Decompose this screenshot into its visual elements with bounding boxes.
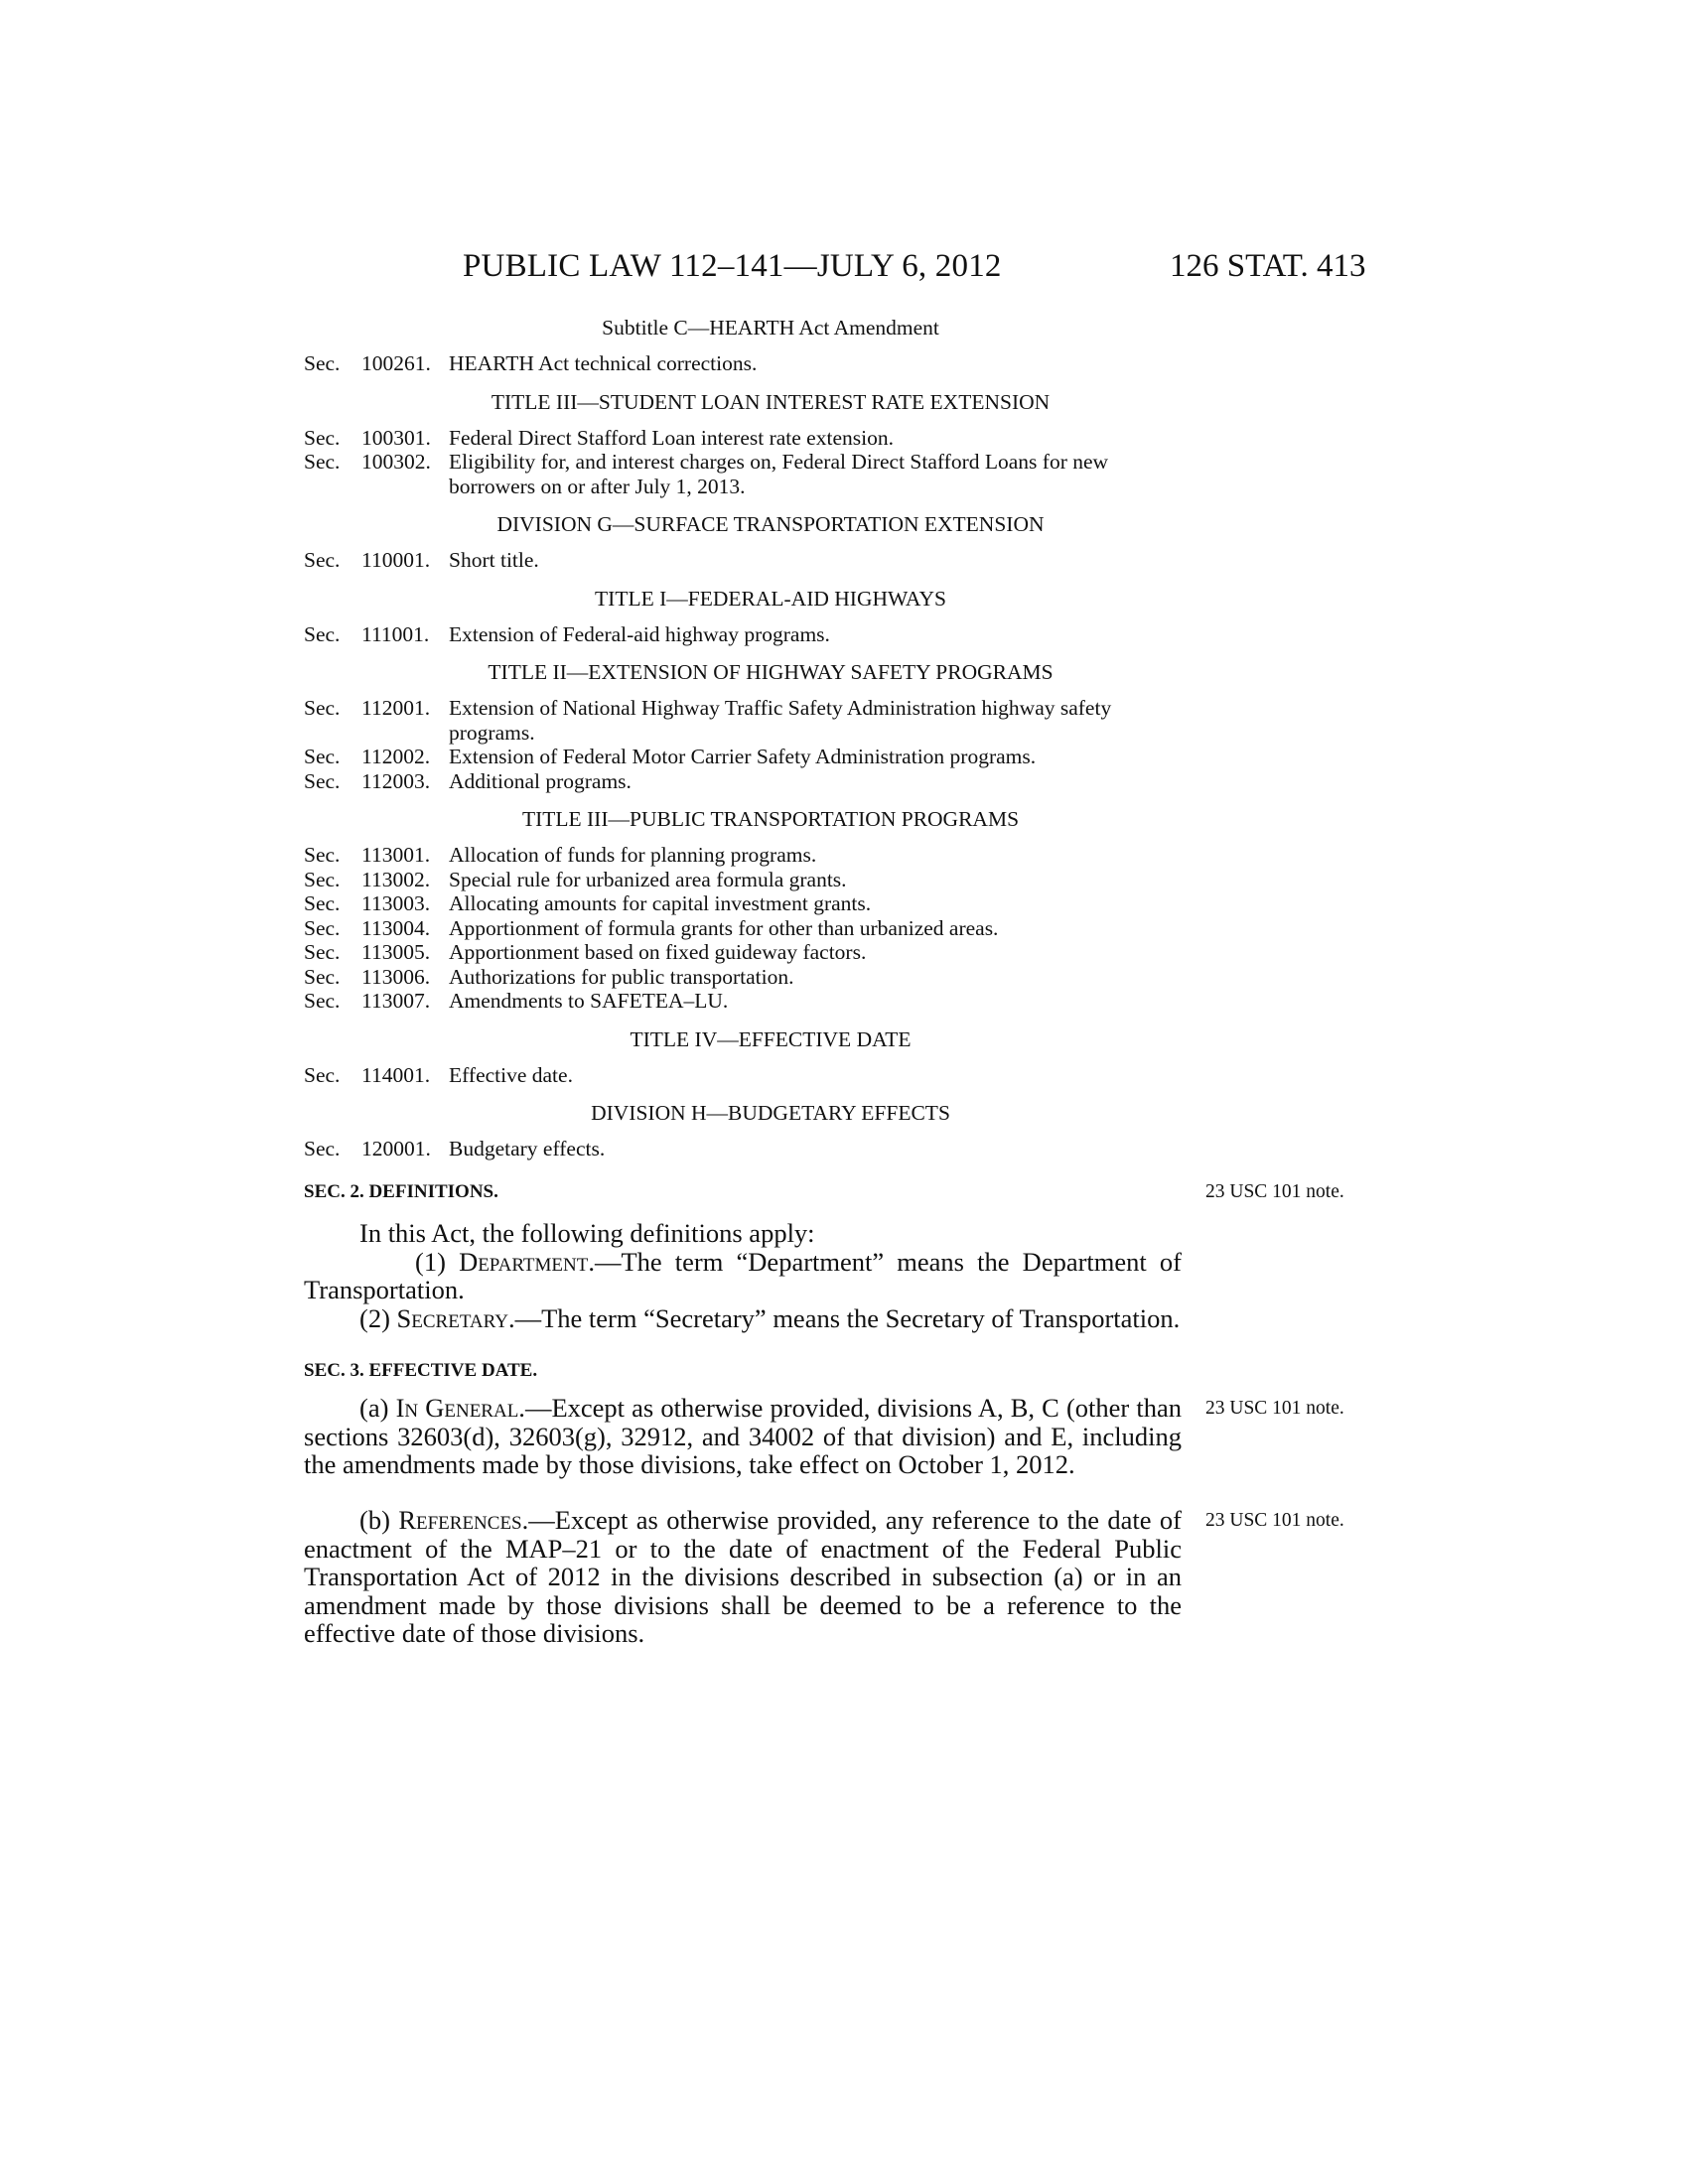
toc-entry — [304, 940, 1188, 965]
toc-heading: TITLE IV—EFFECTIVE DATE — [630, 1026, 912, 1051]
toc-entry-sec: Sec. — [304, 1062, 341, 1087]
toc-entry-title: Short title. — [449, 548, 539, 572]
sec2-def1: (1) Department.—The term “Department” means the Department of Transportation. — [304, 1246, 1182, 1304]
toc-entry — [304, 868, 1188, 892]
toc-entry-title: Additional programs. — [449, 768, 632, 793]
toc-entry-num: 112002. — [361, 745, 431, 768]
toc-entry — [304, 696, 1188, 745]
toc-entry — [304, 843, 1188, 868]
toc-group — [304, 1101, 1188, 1161]
toc-entry-title: Allocation of funds for planning programs. — [449, 843, 817, 867]
sec2-def2: (2) Secretary.—The term “Secretary” means the Secretary of Transportation. — [359, 1302, 1181, 1333]
toc-heading: DIVISION H—BUDGETARY EFFECTS — [591, 1101, 950, 1125]
toc-entry — [304, 745, 1188, 769]
toc-entry-num: 112001. — [361, 696, 431, 720]
toc-entry-num: 111001. — [361, 621, 430, 646]
sec3a-paragraph: (a) In General.—Except as otherwise provided, divisions A, B, C (other than sections 32603(d), 32603(g), 32912, and 34002 of that division) and E, including the amendments made by those divisions, take effect on October 1, 2012. — [304, 1393, 1182, 1479]
toc-entry-title: Extension of Federal-aid highway programs. — [449, 621, 830, 646]
sec2-body — [304, 1219, 1182, 1332]
sec2-heading: SEC. 2. DEFINITIONS. — [304, 1181, 498, 1202]
toc-entry-sec: Sec. — [304, 768, 341, 793]
toc-entry-sec: Sec. — [304, 843, 341, 867]
toc-entry — [304, 769, 1188, 794]
table-of-contents — [304, 316, 1188, 1175]
toc-entry-title: Allocating amounts for capital investment grants. — [449, 891, 872, 915]
toc-entry — [304, 450, 1188, 498]
page-header-stat: 126 STAT. 413 — [1170, 248, 1366, 284]
toc-entry-sec: Sec. — [304, 940, 341, 964]
toc-entry-num: 112003. — [361, 768, 431, 793]
toc-heading: Subtitle C—HEARTH Act Amendment — [602, 316, 939, 340]
toc-entry-title: Special rule for urbanized area formula grants. — [449, 867, 847, 891]
toc-entry — [304, 1063, 1188, 1088]
toc-entry-num: 113006. — [361, 964, 431, 989]
toc-group — [304, 807, 1188, 1014]
toc-heading: TITLE I—FEDERAL-AID HIGHWAYS — [595, 586, 946, 611]
sec3a-body — [304, 1394, 1182, 1479]
sec3b-paragraph: (b) References.—Except as otherwise provided, any reference to the date of enactment of the MAP–21 or to the date of enactment of the Federal Public Transportation Act of 2012 in the divisions described in subsection (a) or in an amendment made by those divisions shall be deemed to be a reference to the effective date of those divisions. — [304, 1505, 1182, 1648]
sec2-margin-note: 23 USC 101 note. — [1205, 1181, 1344, 1202]
toc-entry-num: 113007. — [361, 989, 431, 1013]
page-header-title: PUBLIC LAW 112–141—JULY 6, 2012 — [463, 248, 1002, 284]
toc-group — [304, 316, 1188, 376]
sec2-intro: In this Act, the following definitions apply: — [359, 1218, 815, 1248]
toc-entry-title: Apportionment of formula grants for other than urbanized areas. — [449, 915, 999, 940]
toc-group — [304, 390, 1188, 499]
toc-entry-title: Federal Direct Stafford Loan interest rate extension. — [449, 425, 894, 450]
toc-entry — [304, 989, 1188, 1014]
toc-entry — [304, 891, 1188, 916]
toc-entry-num: 120001. — [361, 1137, 431, 1160]
toc-entry-num: 113001. — [361, 843, 431, 867]
sec3a-margin-note: 23 USC 101 note. — [1205, 1398, 1344, 1419]
toc-entry-sec: Sec. — [304, 867, 341, 891]
toc-entry-sec: Sec. — [304, 989, 341, 1013]
toc-entry-num: 100301. — [361, 425, 431, 450]
toc-entry-sec: Sec. — [304, 450, 341, 474]
sec3-heading: SEC. 3. EFFECTIVE DATE. — [304, 1360, 538, 1381]
toc-entry-title: Amendments to SAFETEA–LU. — [449, 989, 729, 1013]
toc-entry-title: Authorizations for public transportation. — [449, 964, 794, 989]
toc-entry-sec: Sec. — [304, 1137, 341, 1160]
toc-heading: TITLE III—STUDENT LOAN INTEREST RATE EXTENSION — [491, 389, 1051, 414]
toc-entry-num: 113003. — [361, 891, 431, 915]
toc-entry — [304, 548, 1188, 573]
toc-entry-sec: Sec. — [304, 621, 341, 646]
toc-entry-title: Apportionment based on fixed guideway factors. — [449, 940, 867, 964]
toc-entry-sec: Sec. — [304, 964, 341, 989]
toc-entry-sec: Sec. — [304, 915, 341, 940]
toc-entry-title: Eligibility for, and interest charges on, Federal Direct Stafford Loans for new borrowers on or after July 1, 2013. — [449, 450, 1109, 498]
toc-entry-sec: Sec. — [304, 351, 341, 375]
toc-entry-sec: Sec. — [304, 425, 341, 450]
toc-entry-num: 114001. — [361, 1062, 431, 1087]
toc-entry-title: Extension of National Highway Traffic Safety Administration highway safety programs. — [449, 696, 1112, 745]
toc-entry — [304, 622, 1188, 647]
toc-entry — [304, 426, 1188, 451]
sec3b-body — [304, 1506, 1182, 1648]
toc-group — [304, 512, 1188, 573]
toc-entry-num: 100302. — [361, 450, 431, 474]
toc-entry-sec: Sec. — [304, 696, 341, 720]
toc-entry-num: 100261. — [361, 351, 431, 375]
toc-heading: TITLE III—PUBLIC TRANSPORTATION PROGRAMS — [521, 807, 1020, 831]
toc-group — [304, 660, 1188, 793]
toc-group — [304, 587, 1188, 647]
toc-group — [304, 1027, 1188, 1088]
toc-entry-num: 110001. — [361, 548, 431, 572]
toc-entry-sec: Sec. — [304, 548, 341, 572]
toc-entry-title: Budgetary effects. — [449, 1137, 606, 1160]
toc-entry — [304, 351, 1188, 376]
toc-entry — [304, 965, 1188, 990]
toc-entry-sec: Sec. — [304, 745, 341, 768]
toc-heading: TITLE II—EXTENSION OF HIGHWAY SAFETY PROGRAMS — [488, 660, 1054, 684]
toc-entry-num: 113002. — [361, 867, 431, 891]
toc-entry — [304, 916, 1188, 941]
toc-entry-title: HEARTH Act technical corrections. — [449, 351, 758, 375]
toc-entry-num: 113005. — [361, 940, 431, 964]
toc-entry-title: Effective date. — [449, 1062, 573, 1087]
toc-entry-sec: Sec. — [304, 891, 341, 915]
toc-entry — [304, 1137, 1188, 1161]
sec3b-margin-note: 23 USC 101 note. — [1205, 1510, 1344, 1531]
toc-entry-title: Extension of Federal Motor Carrier Safety Administration programs. — [449, 745, 1037, 768]
toc-heading: DIVISION G—SURFACE TRANSPORTATION EXTENSION — [496, 512, 1045, 536]
toc-entry-num: 113004. — [361, 915, 431, 940]
